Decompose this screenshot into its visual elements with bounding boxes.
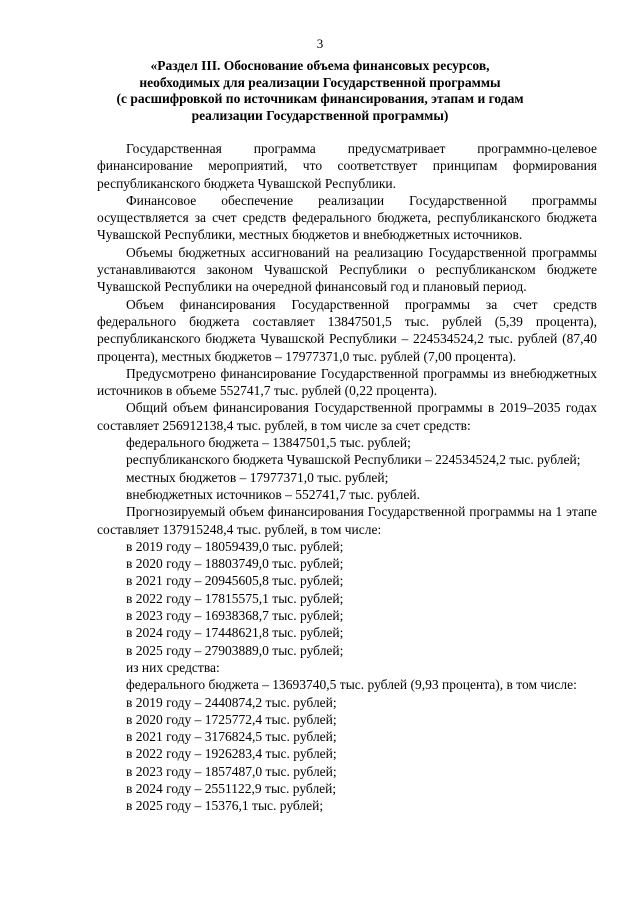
- year-line: в 2024 году – 17448621,8 тыс. рублей;: [126, 625, 344, 641]
- year-line: в 2019 году – 2440874,2 тыс. рублей;: [126, 694, 337, 710]
- heading-line: реализации Государственной программы): [191, 107, 449, 123]
- paragraph: Финансовое обеспечение реализации Государственной программы осуществляется за счет средств федерального бюджета, республиканского бюджета Чувашской Республики, местных бюджетов и внебюджетных источников.: [97, 192, 597, 243]
- year-line: в 2019 году – 18059439,0 тыс. рублей;: [126, 538, 344, 554]
- paragraph: федерального бюджета – 13693740,5 тыс. рублей (9,93 процента), в том числе:: [126, 677, 577, 693]
- document-body: [97, 140, 597, 815]
- year-line: в 2022 году – 17815575,1 тыс. рублей;: [126, 590, 344, 606]
- year-line: в 2024 году – 2551122,9 тыс. рублей;: [126, 780, 337, 796]
- section-heading: [100, 58, 540, 124]
- year-line: в 2023 году – 16938368,7 тыс. рублей;: [126, 608, 344, 624]
- year-line: в 2020 году – 1725772,4 тыс. рублей;: [126, 711, 337, 727]
- page-number: 3: [316, 36, 324, 51]
- paragraph: Объем финансирования Государственной программы за счет средств федерального бюджета составляет 13847501,5 тыс. рублей (5,39 процента), республиканского бюджета Чувашской Республики – 224534524,2 тыс. рублей (87,40 процента), местных бюджетов – 17977371,0 тыс. рублей (7,00 процента).: [97, 296, 597, 364]
- year-line: в 2021 году – 3176824,5 тыс. рублей;: [126, 729, 337, 745]
- subheading-line: из них средства:: [126, 659, 220, 675]
- paragraph: Общий объем финансирования Государственной программы в 2019–2035 годах составляет 256912138,4 тыс. рублей, в том числе за счет средств:: [97, 400, 597, 433]
- heading-line: «Раздел III. Обоснование объема финансовых ресурсов,: [150, 58, 490, 73]
- paragraph: Объемы бюджетных ассигнований на реализацию Государственной программы устанавливаются законом Чувашской Республики о республиканском бюджете Чувашской Республики на очередной финансовый год и плановый период.: [97, 244, 597, 295]
- funding-source-line: федерального бюджета – 13847501,5 тыс. рублей;: [126, 435, 411, 451]
- funding-source-line: республиканского бюджета Чувашской Республики – 224534524,2 тыс. рублей;: [126, 452, 581, 468]
- year-line: в 2025 году – 15376,1 тыс. рублей;: [126, 798, 324, 814]
- heading-line: необходимых для реализации Государственной программы: [139, 74, 501, 90]
- funding-source-line: местных бюджетов – 17977371,0 тыс. рублей;: [126, 469, 389, 485]
- paragraph: Прогнозируемый объем финансирования Государственной программы на 1 этапе составляет 137915248,4 тыс. рублей, в том числе:: [97, 504, 597, 537]
- funding-source-line: внебюджетных источников – 552741,7 тыс. рублей.: [126, 486, 420, 502]
- paragraph: Предусмотрено финансирование Государственной программы из внебюджетных источников в объеме 552741,7 тыс. рублей (0,22 процента).: [97, 365, 597, 399]
- year-line: в 2025 году – 27903889,0 тыс. рублей;: [126, 642, 344, 658]
- year-line: в 2022 году – 1926283,4 тыс. рублей;: [126, 746, 337, 762]
- heading-line: (с расшифровкой по источникам финансирования, этапам и годам: [116, 91, 524, 106]
- year-line: в 2020 году – 18803749,0 тыс. рублей;: [126, 556, 344, 572]
- year-line: в 2021 году – 20945605,8 тыс. рублей;: [126, 573, 344, 589]
- year-line: в 2023 году – 1857487,0 тыс. рублей;: [126, 763, 337, 779]
- paragraph: Государственная программа предусматривает программно-целевое финансирование мероприятий, что соответствует принципам формирования республиканского бюджета Чувашской Республики.: [97, 141, 597, 191]
